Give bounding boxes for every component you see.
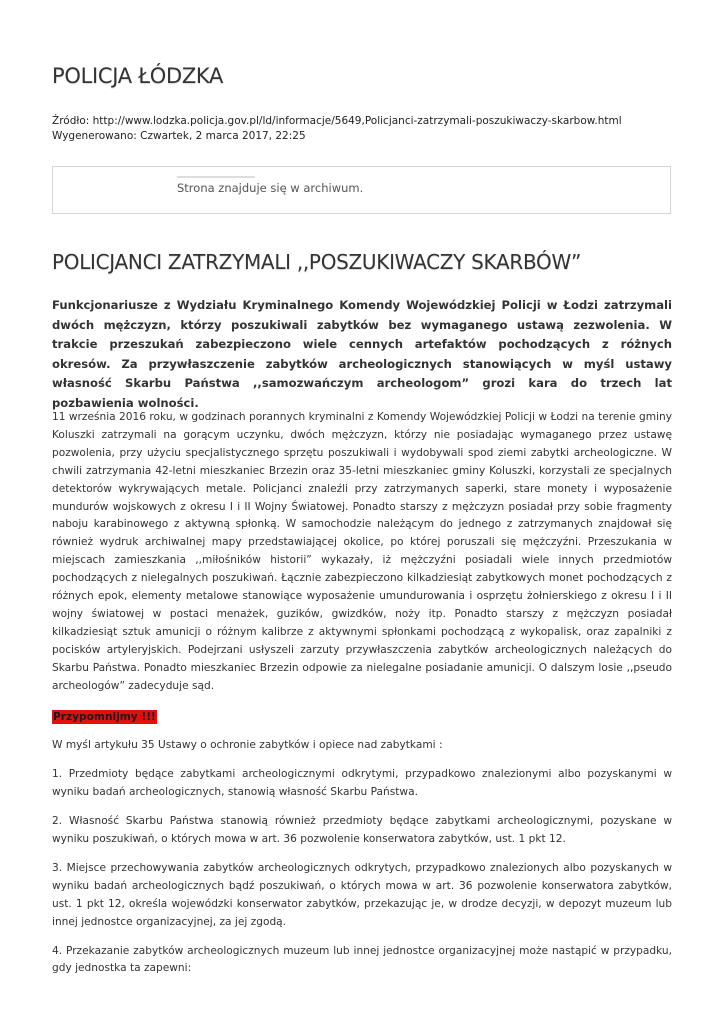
generated-line: Wygenerowano: Czwartek, 2 marca 2017, 22:25 (52, 129, 306, 142)
article-title: POLICJANCI ZATRZYMALI ,,POSZUKIWACZY SKARBÓW” (52, 250, 582, 274)
site-title: POLICJA ŁÓDZKA (52, 64, 224, 88)
law-point-4: 4. Przekazanie zabytków archeologicznych muzeum lub innej jednostce organizacyjnej może nastąpić w przypadku, gdy jednostka ta zapewni: (52, 944, 672, 975)
article-body (52, 409, 672, 989)
article-lead: Funkcjonariusze z Wydziału Kryminalnego Komendy Wojewódzkiej Policji w Łodzi zatrzymali dwóch mężczyzn, którzy poszukiwali zabytków bez wymaganego ustawą zezwolenia. W trakcie przeszukań zabezpieczono wiele cennych artefaktów pochodzących z różnych okresów. Za przywłaszczenie zabytków archeologicznych stanowiących w myśl ustawy własność Skarbu Państwa ,,samozwańczym archeologom” grozi kara do trzech lat pozbawienia wolności. (52, 298, 672, 410)
source-line: Źródło: http://www.lodzka.policja.gov.pl/ld/informacje/5649,Policjanci-zatrzymali-poszukiwaczy-skarbow.html (52, 115, 622, 127)
law-point-1: 1. Przedmioty będące zabytkami archeologicznymi odkrytymi, przypadkowo znalezionymi albo pozyskanymi w wyniku badań archeologicznych, stanowią własność Skarbu Państwa. (52, 768, 672, 799)
law-point-2: 2. Własność Skarbu Państwa stanowią również przedmioty będące zabytkami archeologicznymi, pozyskane w wyniku poszukiwań, o których mowa w art. 36 pozwolenie konserwatora zabytków, ust. 1 pkt 12. (52, 815, 672, 846)
article-paragraph-main: 11 września 2016 roku, w godzinach porannych kryminalni z Komendy Wojewódzkiej Policji w Łodzi na terenie gminy Koluszki zatrzymali na gorącym uczynku, dwóch mężczyzn, którzy nie posiadając wymaganego przez ustawę pozwolenia, przy użyciu specjalistycznego sprzętu poszukiwali i wydobywali spod ziemi zabytki archeologiczne. W chwili zatrzymania 42-letni mieszkaniec Brzezin oraz 35-letni mieszkaniec gminy Koluszki, korzystali ze specjalnych detektorów wykrywających metale. Policjanci znaleźli przy zatrzymanych saperki, stare monety i wyposażenie mundurów wojskowych z okresu I i II Wojny Światowej. Ponadto starszy z mężczyzn posiadał przy sobie fragmenty naboju karabinowego z aktywną spłonką. W samochodzie należącym do jednego z zatrzymanych znajdował się również wydruk archiwalnej mapy przedstawiającej okolice, po której poruszali się mężczyźni. Przeszukania w miejscach zamieszkania ,,miłośników historii” wykazały, iż mężczyźni posiadali wiele innych przedmiotów pochodzących z nielegalnych poszukiwań. Łącznie zabezpieczono kilkadziesiąt zabytkowych monet pochodzących z różnych epok, elementy metalowe stanowiące wyposażenie umundurowania i osprzętu żołnierskiego z okresu I i II wojny światowej w postaci menażek, guzików, gwizdków, noży itp. Ponadto starszy z mężczyzn posiadał kilkadziesiąt sztuk amunicji o różnym kalibrze z aktywnymi spłonkami pochodzącą z wykopalisk, oraz zapalniki z pocisków artyleryjskich. Podejrzani usłyszeli zarzuty przywłaszczenia zabytków archeologicznych należących do Skarbu Państwa. Ponadto mieszkaniec Brzezin odpowie za nielegalne posiadanie amunicji. O dalszym losie ,,pseudo archeologów” zadecyduje sąd. (52, 411, 672, 692)
page-meta (52, 114, 622, 143)
reminder-line (52, 709, 672, 727)
archive-notice-text: Strona znajduje się w archiwum. (177, 181, 364, 195)
reminder-label: Przypomnijmy !!! (53, 710, 156, 723)
law-point-3: 3. Miejsce przechowywania zabytków archeologicznych odkrytych, przypadkowo znalezionych albo pozyskanych w wyniku badań archeologicznych bądź poszukiwań, o których mowa w art. 36 pozwolenie konserwatora zabytków, ust. 1 pkt 12, określa wojewódzki konserwator zabytków, przekazując je, w drodze decyzji, w depozyt muzeum lub innej jednostce organizacyjnej, za jej zgodą. (52, 861, 672, 928)
archive-notice (52, 166, 671, 214)
law-intro: W myśl artykułu 35 Ustawy o ochronie zabytków i opiece nad zabytkami : (52, 739, 443, 752)
archive-divider (177, 176, 255, 178)
